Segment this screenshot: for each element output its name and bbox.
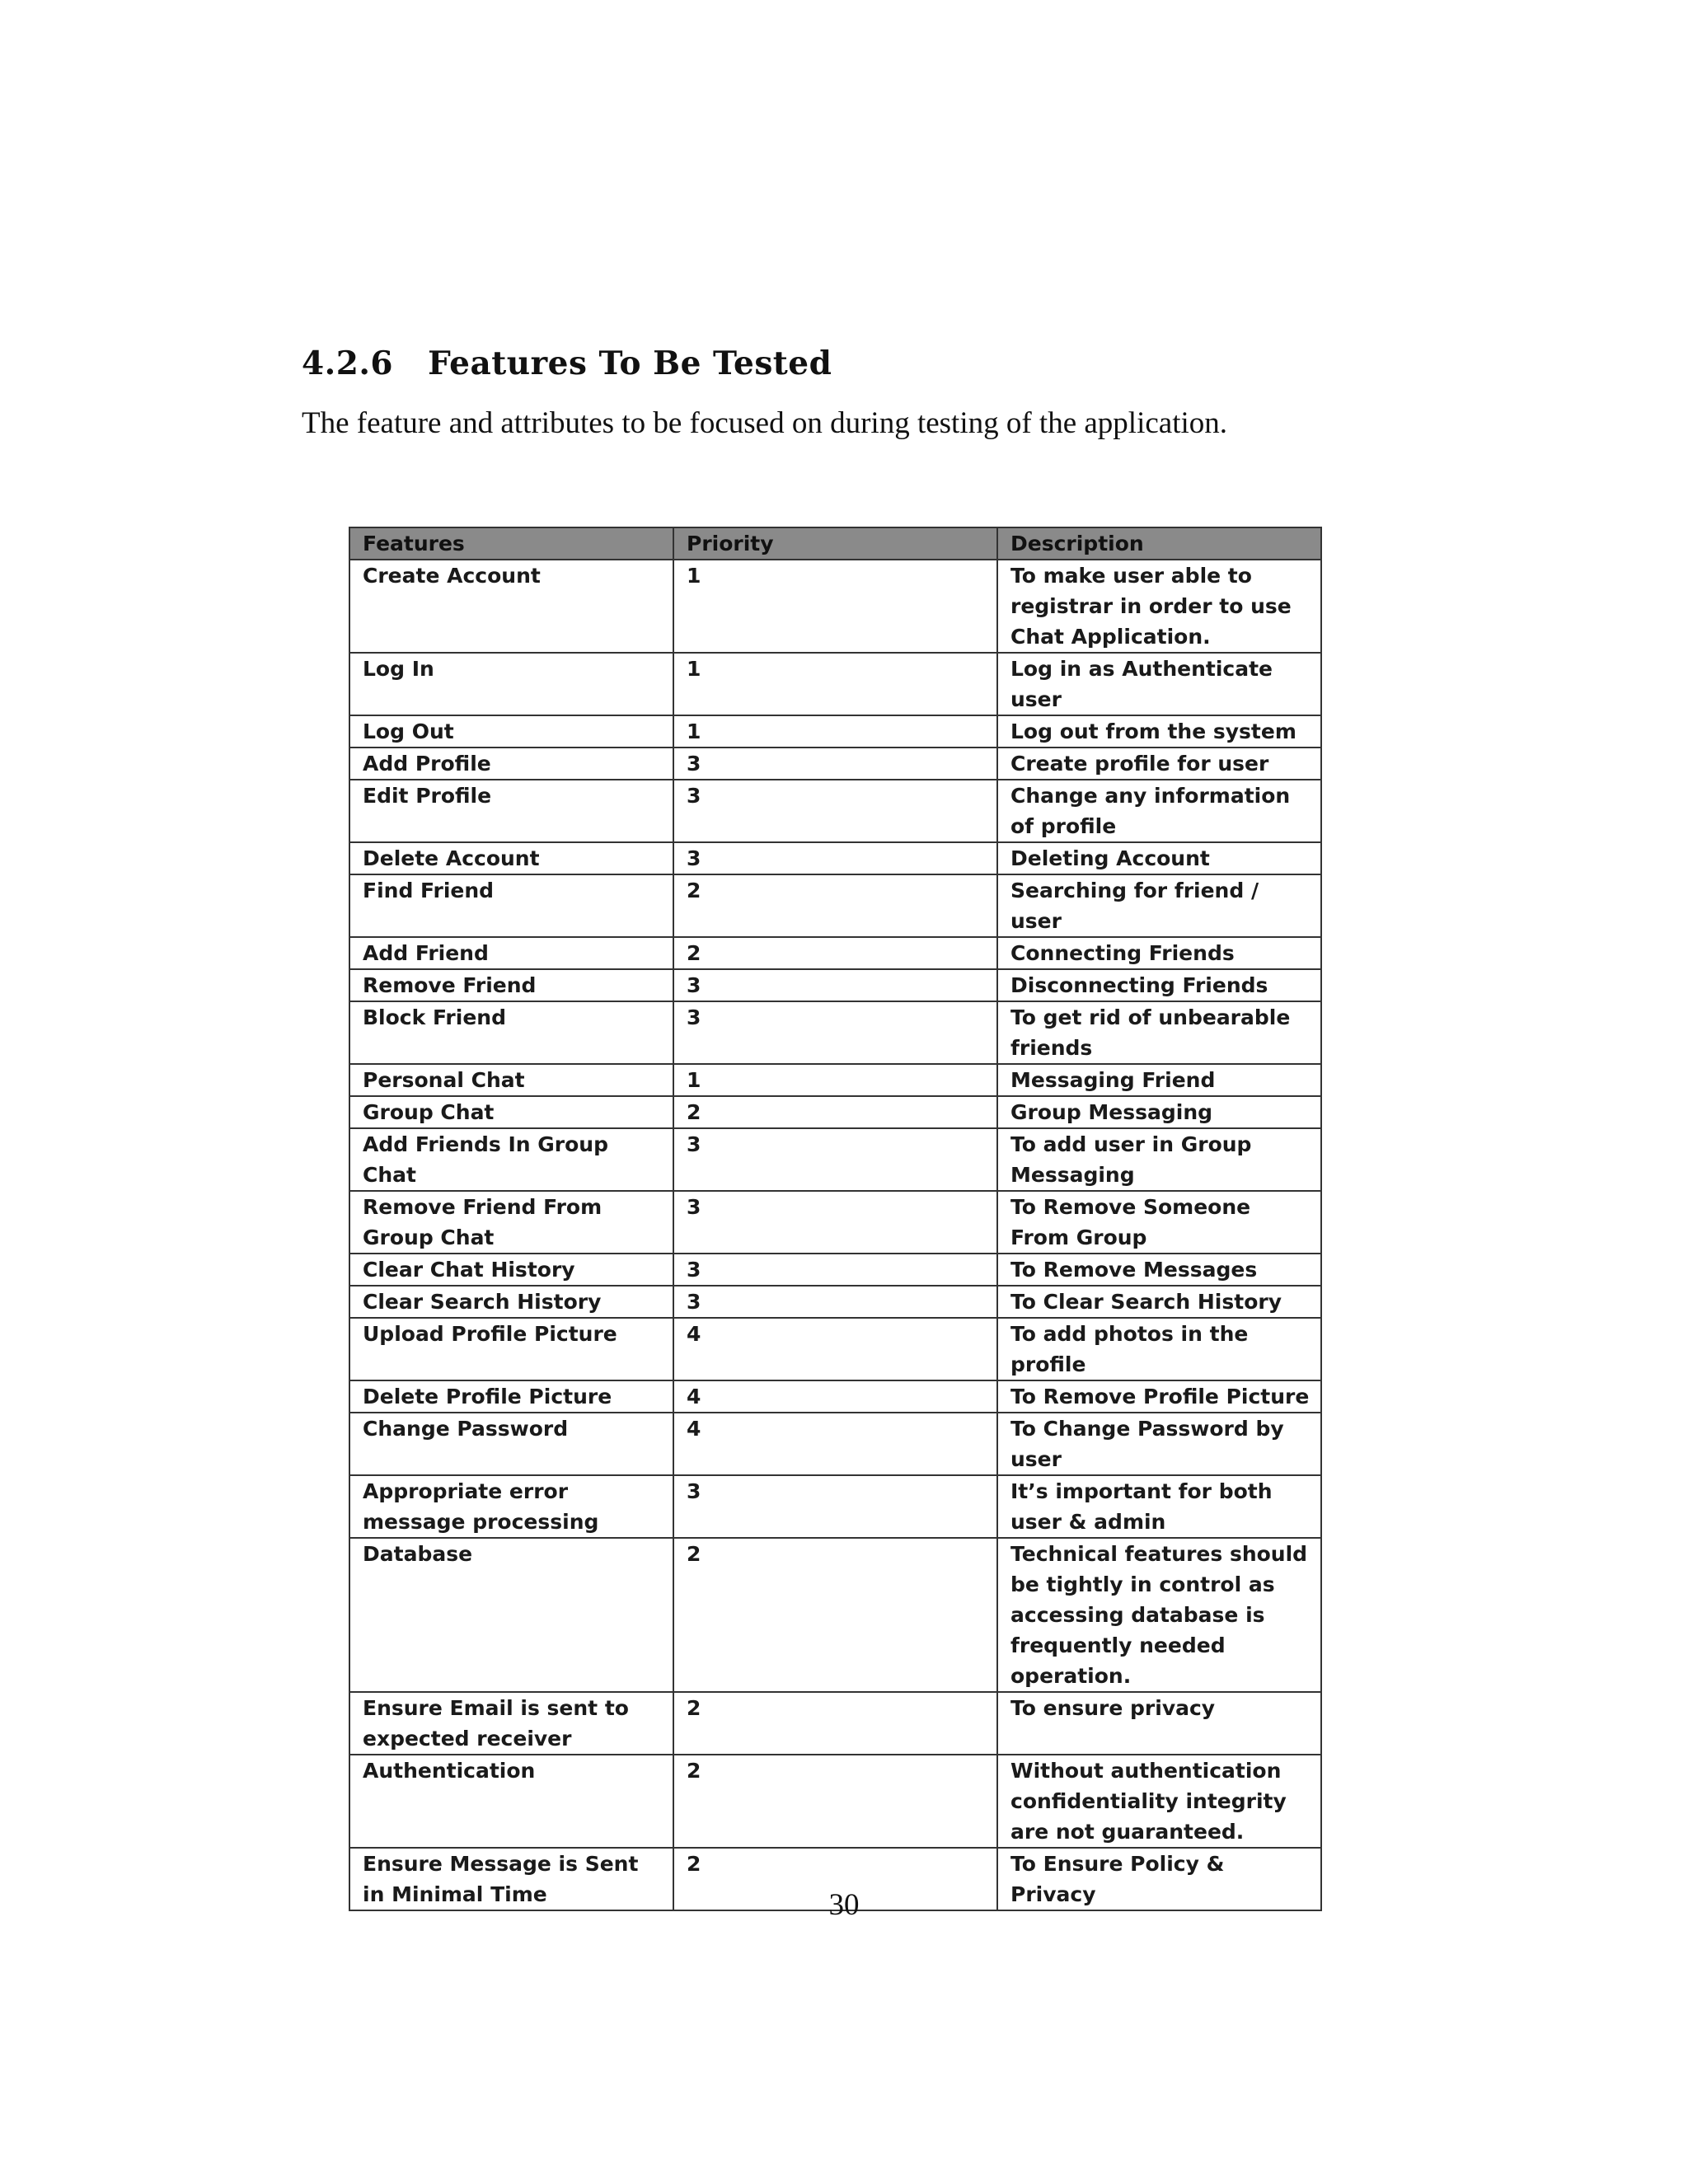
table-row	[349, 1413, 1321, 1475]
feature-cell: Upload Profile Picture	[349, 1318, 673, 1380]
priority-cell: 3	[673, 780, 997, 842]
feature-cell: Log In	[349, 653, 673, 715]
description-cell: To Remove Messages	[997, 1254, 1321, 1286]
table-row	[349, 1318, 1321, 1380]
features-table	[349, 527, 1322, 1911]
feature-cell: Block Friend	[349, 1001, 673, 1064]
table-row	[349, 1475, 1321, 1538]
description-cell: To ensure privacy	[997, 1692, 1321, 1755]
table-row	[349, 937, 1321, 969]
priority-cell: 4	[673, 1318, 997, 1380]
priority-cell: 3	[673, 748, 997, 780]
description-cell: To Ensure Policy & Privacy	[997, 1848, 1321, 1910]
priority-cell: 3	[673, 1286, 997, 1318]
feature-cell: Personal Chat	[349, 1064, 673, 1096]
feature-cell: Ensure Email is sent to expected receiver	[349, 1692, 673, 1755]
description-cell: Technical features should be tightly in control as accessing database is frequently needed operation.	[997, 1538, 1321, 1692]
table-row	[349, 1254, 1321, 1286]
table-row	[349, 969, 1321, 1001]
priority-cell: 2	[673, 874, 997, 937]
description-cell: To Remove Profile Picture	[997, 1380, 1321, 1413]
priority-cell: 3	[673, 1475, 997, 1538]
feature-cell: Delete Profile Picture	[349, 1380, 673, 1413]
feature-cell: Create Account	[349, 560, 673, 653]
priority-cell: 3	[673, 969, 997, 1001]
feature-cell: Database	[349, 1538, 673, 1692]
feature-cell: Appropriate error message processing	[349, 1475, 673, 1538]
table-header-row	[349, 527, 1321, 560]
feature-cell: Ensure Message is Sent in Minimal Time	[349, 1848, 673, 1910]
table-row	[349, 1692, 1321, 1755]
table-row	[349, 780, 1321, 842]
intro-paragraph: The feature and attributes to be focused on during testing of the application.	[302, 406, 1228, 440]
table-row	[349, 842, 1321, 874]
description-cell: To Clear Search History	[997, 1286, 1321, 1318]
feature-cell: Log Out	[349, 715, 673, 748]
feature-cell: Add Friends In Group Chat	[349, 1128, 673, 1191]
table-row	[349, 748, 1321, 780]
description-cell: To make user able to registrar in order to use Chat Application.	[997, 560, 1321, 653]
description-cell: Create profile for user	[997, 748, 1321, 780]
table-body	[349, 560, 1321, 1910]
description-cell: It’s important for both user & admin	[997, 1475, 1321, 1538]
section-heading	[302, 344, 832, 382]
feature-cell: Change Password	[349, 1413, 673, 1475]
feature-cell: Delete Account	[349, 842, 673, 874]
description-cell: Messaging Friend	[997, 1064, 1321, 1096]
description-cell: Change any information of profile	[997, 780, 1321, 842]
description-cell: Group Messaging	[997, 1096, 1321, 1128]
priority-cell: 2	[673, 1692, 997, 1755]
description-cell: To add user in Group Messaging	[997, 1128, 1321, 1191]
table-row	[349, 1380, 1321, 1413]
priority-cell: 3	[673, 1254, 997, 1286]
header-features: Features	[349, 527, 673, 560]
table-row	[349, 1538, 1321, 1692]
feature-cell: Find Friend	[349, 874, 673, 937]
priority-cell: 3	[673, 842, 997, 874]
feature-cell: Remove Friend	[349, 969, 673, 1001]
priority-cell: 4	[673, 1413, 997, 1475]
description-cell: Log in as Authenticate user	[997, 653, 1321, 715]
table-row	[349, 715, 1321, 748]
section-number: 4.2.6	[302, 344, 394, 382]
priority-cell: 1	[673, 715, 997, 748]
description-cell: Deleting Account	[997, 842, 1321, 874]
table-row	[349, 560, 1321, 653]
priority-cell: 3	[673, 1191, 997, 1254]
header-description: Description	[997, 527, 1321, 560]
priority-cell: 4	[673, 1380, 997, 1413]
table-row	[349, 653, 1321, 715]
feature-cell: Clear Chat History	[349, 1254, 673, 1286]
description-cell: Connecting Friends	[997, 937, 1321, 969]
priority-cell: 2	[673, 937, 997, 969]
description-cell: To add photos in the profile	[997, 1318, 1321, 1380]
priority-cell: 2	[673, 1848, 997, 1910]
page-number: 30	[828, 1888, 860, 1922]
feature-cell: Remove Friend From Group Chat	[349, 1191, 673, 1254]
feature-cell: Add Friend	[349, 937, 673, 969]
priority-cell: 1	[673, 1064, 997, 1096]
table-row	[349, 1755, 1321, 1848]
feature-cell: Authentication	[349, 1755, 673, 1848]
table-row	[349, 1191, 1321, 1254]
priority-cell: 2	[673, 1755, 997, 1848]
table-row	[349, 1064, 1321, 1096]
table-row	[349, 1286, 1321, 1318]
table-row	[349, 874, 1321, 937]
feature-cell: Clear Search History	[349, 1286, 673, 1318]
priority-cell: 1	[673, 560, 997, 653]
feature-cell: Add Profile	[349, 748, 673, 780]
priority-cell: 2	[673, 1538, 997, 1692]
description-cell: To Remove Someone From Group	[997, 1191, 1321, 1254]
description-cell: Without authentication confidentiality integrity are not guaranteed.	[997, 1755, 1321, 1848]
table-row	[349, 1001, 1321, 1064]
feature-cell: Edit Profile	[349, 780, 673, 842]
header-priority: Priority	[673, 527, 997, 560]
priority-cell: 3	[673, 1128, 997, 1191]
table-row	[349, 1128, 1321, 1191]
section-title: Features To Be Tested	[428, 344, 832, 382]
description-cell: Searching for friend / user	[997, 874, 1321, 937]
description-cell: To get rid of unbearable friends	[997, 1001, 1321, 1064]
description-cell: To Change Password by user	[997, 1413, 1321, 1475]
description-cell: Disconnecting Friends	[997, 969, 1321, 1001]
priority-cell: 2	[673, 1096, 997, 1128]
feature-cell: Group Chat	[349, 1096, 673, 1128]
priority-cell: 3	[673, 1001, 997, 1064]
table-row	[349, 1096, 1321, 1128]
description-cell: Log out from the system	[997, 715, 1321, 748]
priority-cell: 1	[673, 653, 997, 715]
